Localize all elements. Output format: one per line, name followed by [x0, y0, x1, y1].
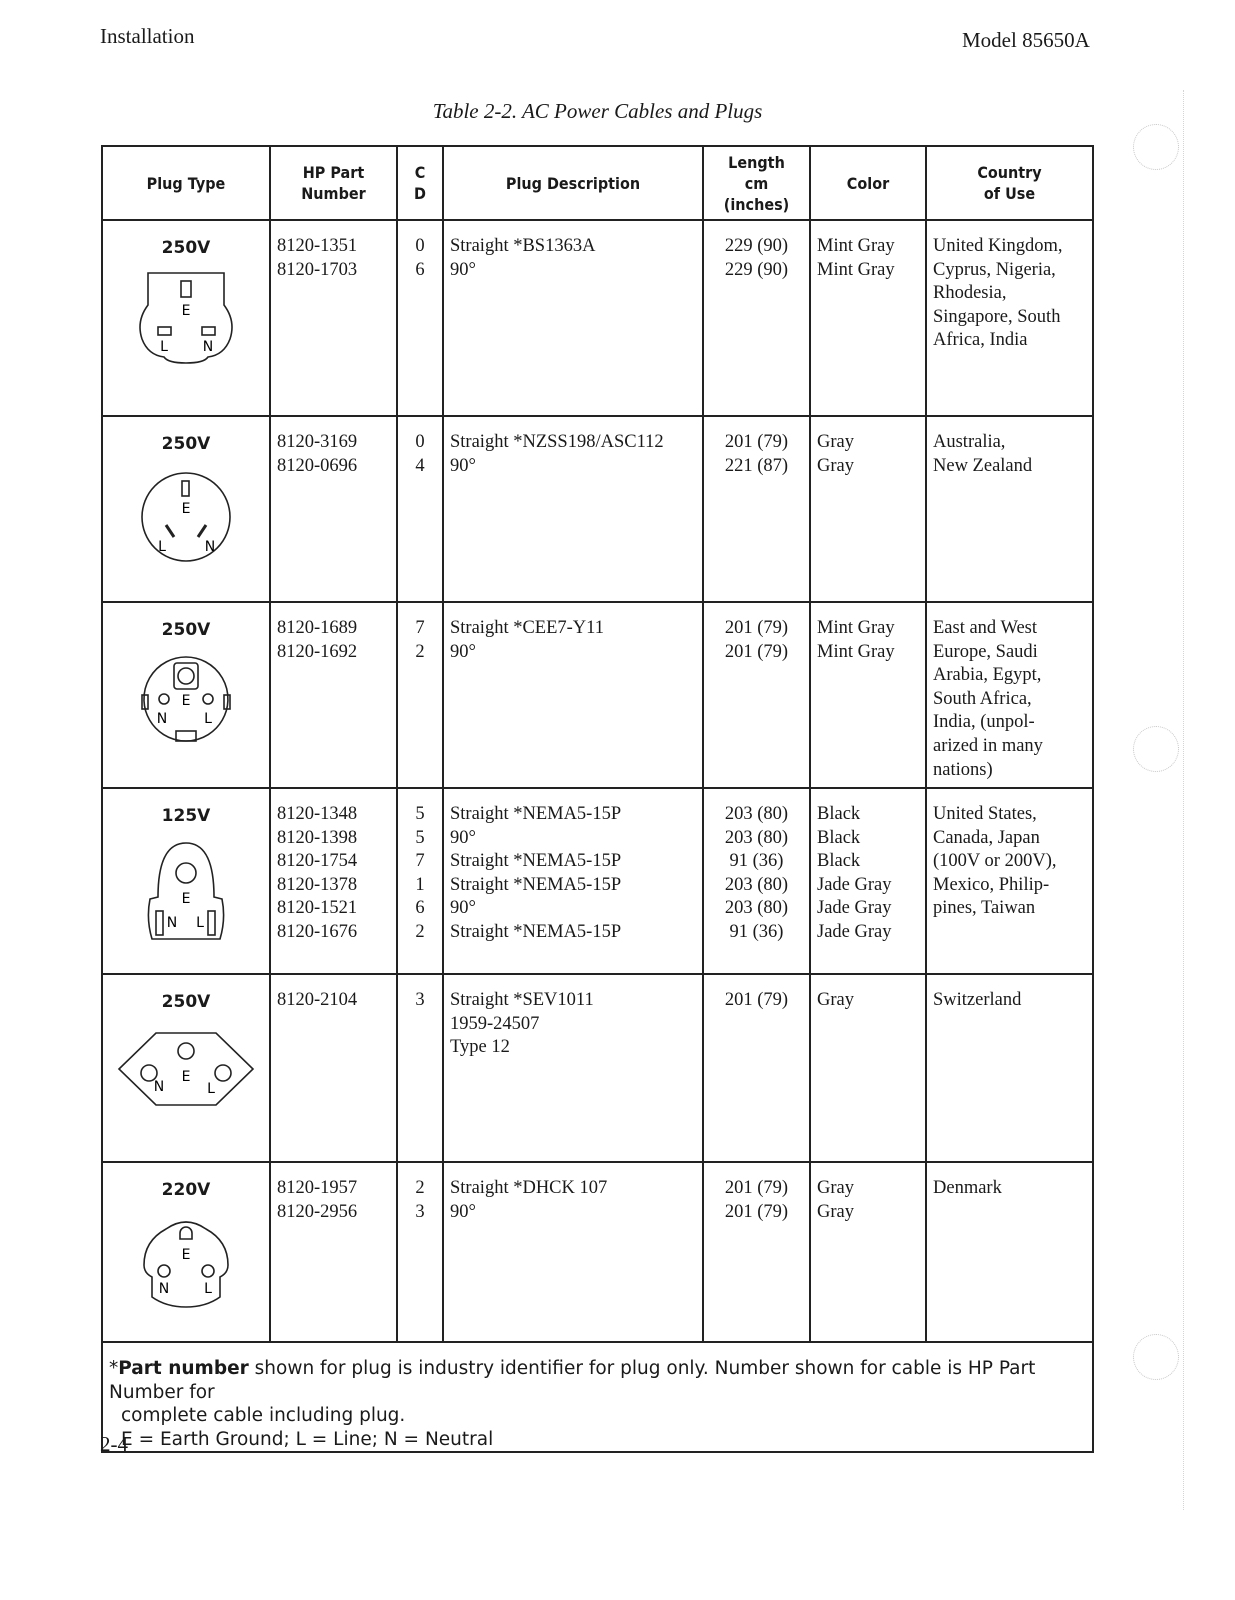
cd-cell-line: 1: [415, 874, 425, 895]
cd-cell: [397, 1162, 443, 1342]
color-cell-line: Gray: [817, 1201, 854, 1222]
cd-cell: [397, 416, 443, 602]
table-row: [102, 788, 1093, 974]
cd-cell-line: 5: [415, 804, 425, 824]
cd-cell-line: 0: [415, 432, 425, 452]
country-cell-line: (100V or 200V),: [933, 851, 1057, 872]
part-number-cell-line: 8120-1703: [277, 259, 358, 280]
description-cell-line: 1959-24507: [450, 1013, 540, 1034]
length-cell-line: 201 (79): [724, 990, 789, 1010]
table-caption: Table 2-2. AC Power Cables and Plugs: [432, 99, 763, 123]
svg-text:N: N: [204, 539, 216, 555]
length-cell: [703, 220, 810, 416]
color-cell-line: Gray: [817, 455, 854, 476]
country-cell: [926, 974, 1093, 1162]
description-cell-line: Straight *NEMA5-15P: [450, 851, 622, 872]
part-number-cell-line: 8120-1689: [277, 618, 358, 638]
description-cell-line: Straight *NZSS198/ASC112: [450, 432, 664, 452]
part-number-cell: [270, 416, 397, 602]
description-cell-line: Straight *DHCK 107: [450, 1178, 608, 1198]
length-cell-line: 229 (90): [724, 236, 789, 256]
color-cell-line: Mint Gray: [817, 236, 895, 256]
part-number-cell-line: 8120-1692: [277, 641, 358, 662]
svg-text:L: L: [196, 915, 204, 931]
table-header-row: [102, 146, 1093, 220]
length-cell-line: 203 (80): [724, 898, 789, 919]
color-cell-line: Mint Gray: [817, 618, 895, 638]
cd-cell-line: 5: [415, 827, 425, 848]
length-cell-line: 203 (80): [724, 874, 789, 895]
description-cell-line: 90°: [450, 898, 476, 919]
length-cell-line: 203 (80): [724, 804, 789, 824]
description-cell-line: 90°: [450, 455, 476, 476]
col-header-plug-type: Plug Type: [110, 146, 261, 220]
description-cell: [443, 602, 703, 788]
part-number-cell-line: 8120-1398: [277, 827, 358, 848]
country-cell-line: Africa, India: [933, 330, 1028, 351]
country-cell-line: Canada, Japan: [933, 827, 1040, 848]
part-number-cell: [270, 220, 397, 416]
plug-nema515-icon: [109, 837, 263, 945]
color-cell-line: Jade Gray: [817, 898, 892, 919]
svg-text:E: E: [181, 1247, 191, 1263]
part-number-cell-line: 8120-1957: [277, 1178, 358, 1198]
table-row: [102, 220, 1093, 416]
svg-text:E: E: [181, 303, 191, 319]
country-cell: [926, 1162, 1093, 1342]
length-cell-line: 201 (79): [724, 1201, 789, 1222]
length-cell-line: 91 (36): [729, 921, 784, 942]
svg-text:L: L: [207, 1081, 215, 1097]
plug-nzss198-icon: [109, 465, 263, 565]
part-number-cell-line: 8120-2956: [277, 1201, 358, 1222]
svg-text:E: E: [181, 1069, 191, 1085]
country-cell: [926, 788, 1093, 974]
color-cell: [810, 602, 926, 788]
country-cell-line: nations): [933, 759, 993, 780]
voltage-label: 220V: [161, 1180, 211, 1200]
description-cell-line: Straight *SEV1011: [450, 990, 594, 1010]
part-number-cell: [270, 974, 397, 1162]
section-header: Installation: [100, 24, 195, 48]
color-cell: [810, 416, 926, 602]
country-cell: [926, 220, 1093, 416]
color-cell: [810, 974, 926, 1162]
color-cell-line: Mint Gray: [817, 641, 895, 662]
col-header-part-number: HP Part Number: [276, 146, 390, 220]
plug-bs1363-icon: [109, 269, 263, 365]
cd-cell-line: 3: [415, 1201, 425, 1222]
length-cell: [703, 788, 810, 974]
country-cell-line: New Zealand: [933, 455, 1033, 476]
plug-type-cell: [102, 1162, 270, 1342]
color-cell-line: Gray: [817, 432, 854, 452]
voltage-label: 250V: [161, 992, 211, 1012]
length-cell-line: 201 (79): [724, 432, 789, 452]
country-cell-line: Denmark: [933, 1178, 1002, 1198]
part-number-cell-line: 8120-0696: [277, 455, 358, 476]
col-header-description: Plug Description: [456, 146, 690, 220]
length-cell-line: 201 (79): [724, 641, 789, 662]
svg-text:N: N: [158, 1281, 170, 1297]
description-cell: [443, 1162, 703, 1342]
svg-text:L: L: [160, 339, 168, 355]
description-cell-line: Straight *BS1363A: [450, 236, 596, 256]
description-cell: [443, 974, 703, 1162]
svg-text:N: N: [166, 915, 178, 931]
description-cell-line: Straight *CEE7-Y11: [450, 618, 604, 638]
country-cell-line: Australia,: [933, 432, 1006, 452]
country-cell-line: United States,: [933, 804, 1037, 824]
description-cell: [443, 788, 703, 974]
country-cell: [926, 602, 1093, 788]
country-cell-line: Rhodesia,: [933, 283, 1007, 304]
description-cell-line: Straight *NEMA5-15P: [450, 921, 622, 942]
country-cell-line: pines, Taiwan: [933, 898, 1036, 919]
col-header-cd: C D: [399, 146, 440, 220]
color-cell-line: Mint Gray: [817, 259, 895, 280]
part-number-cell: [270, 788, 397, 974]
plug-type-cell: [102, 788, 270, 974]
color-cell-line: Gray: [817, 990, 854, 1010]
table-row: [102, 974, 1093, 1162]
color-cell: [810, 788, 926, 974]
country-cell-line: East and West: [933, 618, 1038, 638]
description-cell-line: 90°: [450, 1201, 476, 1222]
binder-hole-middle: [1133, 726, 1179, 772]
length-cell: [703, 602, 810, 788]
part-number-cell-line: 8120-3169: [277, 432, 358, 452]
svg-text:N: N: [153, 1079, 165, 1095]
voltage-label: 250V: [161, 434, 211, 454]
part-number-cell-line: 8120-1351: [277, 236, 358, 256]
part-number-cell-line: 8120-1676: [277, 921, 358, 942]
table-row: [102, 1162, 1093, 1342]
country-cell-line: South Africa,: [933, 688, 1032, 709]
country-cell-line: Europe, Saudi: [933, 641, 1038, 662]
color-cell-line: Black: [817, 851, 861, 872]
svg-text:L: L: [158, 539, 166, 555]
part-number-cell: [270, 1162, 397, 1342]
color-cell-line: Jade Gray: [817, 921, 892, 942]
cd-cell-line: 6: [415, 259, 425, 280]
description-cell-line: 90°: [450, 259, 476, 280]
country-cell-line: Mexico, Philip-: [933, 874, 1050, 895]
length-cell-line: 201 (79): [724, 618, 789, 638]
part-number-cell-line: 8120-1754: [277, 851, 358, 872]
description-cell-line: Straight *NEMA5-15P: [450, 804, 622, 824]
cd-cell-line: 4: [415, 455, 425, 476]
svg-text:E: E: [181, 693, 191, 709]
plug-type-cell: [102, 220, 270, 416]
cd-cell-line: 2: [415, 921, 425, 942]
svg-text:L: L: [204, 1281, 212, 1297]
country-cell-line: Singapore, South: [933, 306, 1061, 327]
color-cell: [810, 220, 926, 416]
description-cell-line: Type 12: [450, 1037, 510, 1058]
svg-text:N: N: [202, 339, 214, 355]
svg-text:E: E: [181, 891, 191, 907]
svg-text:L: L: [204, 711, 212, 727]
voltage-label: 250V: [161, 620, 211, 640]
cd-cell: [397, 974, 443, 1162]
description-cell-line: Straight *NEMA5-15P: [450, 874, 622, 895]
part-number-cell-line: 8120-1521: [277, 898, 358, 919]
color-cell-line: Gray: [817, 1178, 854, 1198]
length-cell: [703, 974, 810, 1162]
binder-hole-bottom: [1133, 1334, 1179, 1380]
plug-sev1011-icon: [109, 1023, 263, 1115]
plug-type-cell: [102, 416, 270, 602]
country-cell: [926, 416, 1093, 602]
country-cell-line: Arabia, Egypt,: [933, 665, 1042, 686]
cd-cell-line: 7: [415, 851, 425, 872]
voltage-label: 125V: [161, 806, 211, 826]
length-cell: [703, 416, 810, 602]
length-cell-line: 201 (79): [724, 1178, 789, 1198]
part-number-cell: [270, 602, 397, 788]
model-header: Model 85650A: [962, 28, 1090, 52]
length-cell-line: 91 (36): [729, 851, 784, 872]
plug-type-cell: [102, 602, 270, 788]
country-cell-line: Switzerland: [933, 990, 1022, 1010]
svg-text:E: E: [181, 501, 191, 517]
table-row: [102, 416, 1093, 602]
ac-power-cables-table: [101, 145, 1094, 1453]
country-cell-line: India, (unpol-: [933, 712, 1035, 733]
part-number-cell-line: 8120-1348: [277, 804, 358, 824]
plug-cee7-icon: [109, 651, 263, 751]
description-cell: [443, 220, 703, 416]
description-cell-line: 90°: [450, 641, 476, 662]
col-header-color: Color: [816, 146, 920, 220]
binder-edge-line: [1183, 90, 1184, 1510]
part-number-cell-line: 8120-1378: [277, 874, 358, 895]
cd-cell-line: 3: [415, 990, 425, 1010]
description-cell: [443, 416, 703, 602]
length-cell-line: 203 (80): [724, 827, 789, 848]
col-header-country: Country of Use: [934, 146, 1084, 220]
color-cell-line: Jade Gray: [817, 874, 892, 895]
binder-hole-top: [1133, 124, 1179, 170]
country-cell-line: United Kingdom,: [933, 236, 1063, 256]
length-cell-line: 229 (90): [724, 259, 789, 280]
cd-cell-line: 2: [415, 641, 425, 662]
cd-cell-line: 2: [415, 1178, 425, 1198]
cd-cell: [397, 220, 443, 416]
length-cell-line: 221 (87): [724, 455, 789, 476]
part-number-cell-line: 8120-2104: [277, 990, 358, 1010]
cd-cell: [397, 788, 443, 974]
color-cell-line: Black: [817, 827, 861, 848]
cd-cell-line: 7: [415, 618, 425, 638]
cd-cell: [397, 602, 443, 788]
page-number: 2-4: [100, 1432, 128, 1456]
country-cell-line: Cyprus, Nigeria,: [933, 259, 1056, 280]
length-cell: [703, 1162, 810, 1342]
plug-type-cell: [102, 974, 270, 1162]
col-header-length: Length cm (inches): [708, 146, 804, 220]
cd-cell-line: 6: [415, 898, 425, 919]
table-row: [102, 602, 1093, 788]
cd-cell-line: 0: [415, 236, 425, 256]
color-cell: [810, 1162, 926, 1342]
voltage-label: 250V: [161, 238, 211, 258]
svg-text:N: N: [156, 711, 168, 727]
color-cell-line: Black: [817, 804, 861, 824]
description-cell-line: 90°: [450, 827, 476, 848]
plug-dhck107-icon: [109, 1211, 263, 1311]
table-footnote: *Part number shown for plug is industry identifier for plug only. Number shown for cable is HP Part Number for complete cable including plug. E = Earth Ground; L = Line; N = Neutral: [102, 1342, 1093, 1452]
country-cell-line: arized in many: [933, 735, 1043, 756]
